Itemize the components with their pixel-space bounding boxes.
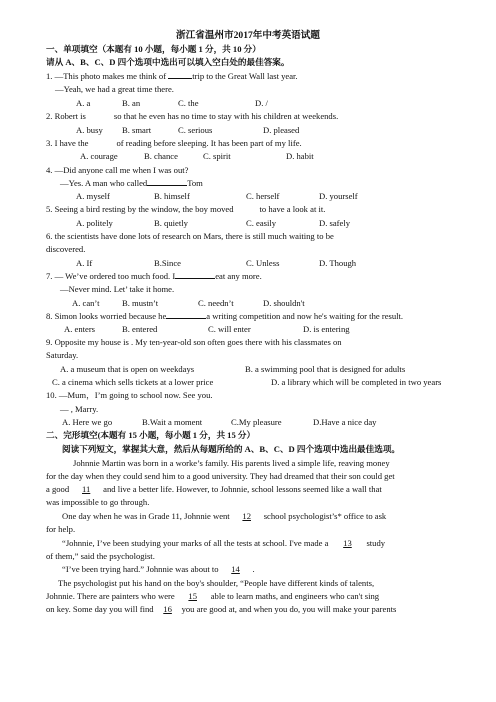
section1-heading: 一、单项填空（本题有 10 小题，每小题 1 分，共 10 分）	[46, 44, 261, 54]
q10-stem: 10. —Mum，I’m going to school now. See you.	[46, 390, 213, 400]
q3-option-c[interactable]: C. spirit	[203, 151, 231, 161]
q8-option-c[interactable]: C. will enter	[208, 324, 251, 334]
q7-option-c[interactable]: C. needn’t	[198, 298, 234, 308]
q8-stem-a: 8. Simon looks worried because he	[46, 311, 167, 321]
q3-option-d[interactable]: D. habit	[286, 151, 314, 161]
passage-line-12b: you are good at, and when you do, you will make your parents	[181, 604, 397, 614]
section2-instruction: 阅读下列短文，掌握其大意，然后从每题所给的 A、B、C、D 四个选项中选出最佳选项。	[62, 444, 401, 454]
q2-stem-a: 2. Robert is	[46, 111, 86, 121]
q1-stem	[46, 71, 298, 81]
q4-stem: 4. —Did anyone call me when I was out?	[46, 165, 189, 175]
q5-stem-b: to have a look at it.	[259, 204, 326, 214]
q5-option-b[interactable]: B. quietly	[154, 218, 188, 228]
q4-option-b[interactable]: B. himself	[154, 191, 190, 201]
passage-line-4: was impossible to go through.	[46, 497, 150, 507]
q6-option-c[interactable]: C. Unless	[246, 258, 280, 268]
q9-option-d[interactable]: D. a library which will be completed in two years	[271, 377, 442, 387]
q4-option-d[interactable]: D. yourself	[319, 191, 358, 201]
blank-16[interactable]: 16	[163, 604, 172, 614]
passage-line-3a: a good	[46, 484, 70, 494]
q1-stem-b: trip to the Great Wall last year.	[192, 71, 298, 81]
q8-option-b[interactable]: B. entered	[122, 324, 158, 334]
q1-stem-a: 1. —This photo makes me think of	[46, 71, 169, 81]
q1-option-a[interactable]: A. a	[76, 98, 91, 108]
q2-option-b[interactable]: B. smart	[122, 125, 152, 135]
passage-line-12a: on key. Some day you will find	[46, 604, 154, 614]
passage-line-12	[46, 604, 396, 614]
q5-option-c[interactable]: C. easily	[246, 218, 277, 228]
q8-stem	[46, 311, 403, 321]
blank-12[interactable]: 12	[242, 511, 251, 521]
q2-stem-b: so that he even has no time to stay with his children at weekends.	[113, 111, 339, 121]
q4-option-c[interactable]: C. herself	[246, 191, 280, 201]
q6-option-b[interactable]: B.Since	[154, 258, 181, 268]
passage-line-2: for the day when they could send him to a good university. They had dreamed that their son could get	[46, 471, 395, 481]
passage-line-11b: able to learn maths, and engineers who can't sing	[210, 591, 380, 601]
q9-stem: 9. Opposite my house is . My ten-year-old son often goes there with his classmates on	[46, 337, 342, 347]
q7-blank[interactable]	[175, 278, 215, 279]
q1-reply: —Yeah, we had a great time there.	[55, 84, 174, 94]
q3-option-b[interactable]: B. chance	[144, 151, 178, 161]
passage-line-9	[62, 564, 255, 574]
passage-line-7a: “Johnnie, I’ve been studying your marks of all the tests at school. I've made a	[62, 538, 329, 548]
q6-stem: 6. the scientists have done lots of research on Mars, there is still much waiting to be	[46, 231, 334, 241]
q7-stem-b: eat any more.	[215, 271, 262, 281]
passage-line-10: The psychologist put his hand on the boy's shoulder, “People have different kinds of talents,	[58, 578, 375, 588]
q6-stem-cont: discovered.	[46, 244, 86, 254]
q1-blank[interactable]	[168, 78, 192, 79]
q5-stem	[46, 204, 325, 214]
q10-option-c[interactable]: C.My pleasure	[231, 417, 282, 427]
passage-line-9a: “I’ve been trying hard.” Johnnie was about to	[62, 564, 219, 574]
q10-option-b[interactable]: B.Wait a moment	[142, 417, 203, 427]
q10-reply: — , Marry.	[60, 404, 99, 414]
q9-option-b[interactable]: B. a swimming pool that is designed for adults	[245, 364, 406, 374]
q5-stem-a: 5. Seeing a bird resting by the window, the boy moved	[46, 204, 234, 214]
q7-option-a[interactable]: A. can’t	[72, 298, 100, 308]
passage-line-6: for help.	[46, 524, 76, 534]
q7-stem-a: 7. — We’ve ordered too much food. I	[46, 271, 176, 281]
q10-option-d[interactable]: D.Have a nice day	[313, 417, 377, 427]
q4-reply	[60, 178, 203, 188]
q3-stem-b: of reading before sleeping. It has been part of my life.	[116, 138, 302, 148]
q2-option-c[interactable]: C. serious	[178, 125, 213, 135]
passage-line-8: of them,” said the psychologist.	[46, 551, 155, 561]
q5-option-a[interactable]: A. politely	[76, 218, 113, 228]
q2-option-d[interactable]: D. pleased	[263, 125, 300, 135]
q7-stem	[46, 271, 262, 281]
q7-reply: —Never mind. Let’ take it home.	[60, 284, 175, 294]
passage-line-5	[62, 511, 386, 521]
q8-stem-b: a writing competition and now he's waiting for the result.	[206, 311, 404, 321]
q1-option-d[interactable]: D. /	[255, 98, 268, 108]
passage-line-7	[62, 538, 385, 548]
passage-line-1: Johnnie Martin was born in a worke’s family. His parents lived a simple life, reaving money	[73, 458, 390, 468]
q5-option-d[interactable]: D. safely	[319, 218, 351, 228]
passage-line-5b: school psychologist’s* office to ask	[263, 511, 387, 521]
q8-blank[interactable]	[166, 318, 206, 319]
q3-stem	[46, 138, 302, 148]
q9-stem-cont: Saturday.	[46, 350, 79, 360]
q2-option-a[interactable]: A. busy	[76, 125, 103, 135]
blank-11[interactable]: 11	[82, 484, 91, 494]
passage-line-9b: .	[252, 564, 255, 574]
q10-option-a[interactable]: A. Here we go	[62, 417, 113, 427]
section1-instruction: 请从 A、B、C、D 四个选项中选出可以填入空白处的最佳答案。	[46, 57, 290, 67]
passage-line-3b: and live a better life. However, to Johnnie, school lessons seemed like a wall that	[103, 484, 382, 494]
q8-option-a[interactable]: A. enters	[64, 324, 96, 334]
blank-15[interactable]: 15	[188, 591, 197, 601]
q7-option-b[interactable]: B. mustn’t	[122, 298, 159, 308]
q6-option-d[interactable]: D. Though	[319, 258, 357, 268]
q1-option-c[interactable]: C. the	[178, 98, 199, 108]
passage-line-5a: One day when he was in Grade 11, Johnnie went	[62, 511, 230, 521]
exam-title: 浙江省温州市2017年中考英语试题	[176, 30, 320, 41]
q2-stem	[46, 111, 338, 121]
passage-line-11	[46, 591, 379, 601]
q4-blank[interactable]	[147, 185, 187, 186]
section2-heading: 二、完形填空(本题有 15 小题，每小题 1 分，共 15 分）	[46, 430, 256, 440]
q3-option-a[interactable]: A. courage	[80, 151, 118, 161]
q1-option-b[interactable]: B. an	[122, 98, 141, 108]
passage-line-7b: study	[366, 538, 386, 548]
q8-option-d[interactable]: D. is entering	[303, 324, 350, 334]
q4-option-a[interactable]: A. myself	[76, 191, 110, 201]
blank-14[interactable]: 14	[231, 564, 240, 574]
q4-reply-a: —Yes. A man who called	[60, 178, 148, 188]
q4-reply-b: Tom	[187, 178, 203, 188]
q6-option-a[interactable]: A. If	[76, 258, 93, 268]
passage-line-3	[46, 484, 382, 494]
blank-13[interactable]: 13	[343, 538, 352, 548]
q3-stem-a: 3. I have the	[46, 138, 89, 148]
q7-option-d[interactable]: D. shouldn't	[263, 298, 305, 308]
q9-option-c[interactable]: C. a cinema which sells tickets at a lower price	[52, 377, 214, 387]
q9-option-a[interactable]: A. a museum that is open on weekdays	[60, 364, 195, 374]
passage-line-11a: Johnnie. There are painters who were	[46, 591, 175, 601]
